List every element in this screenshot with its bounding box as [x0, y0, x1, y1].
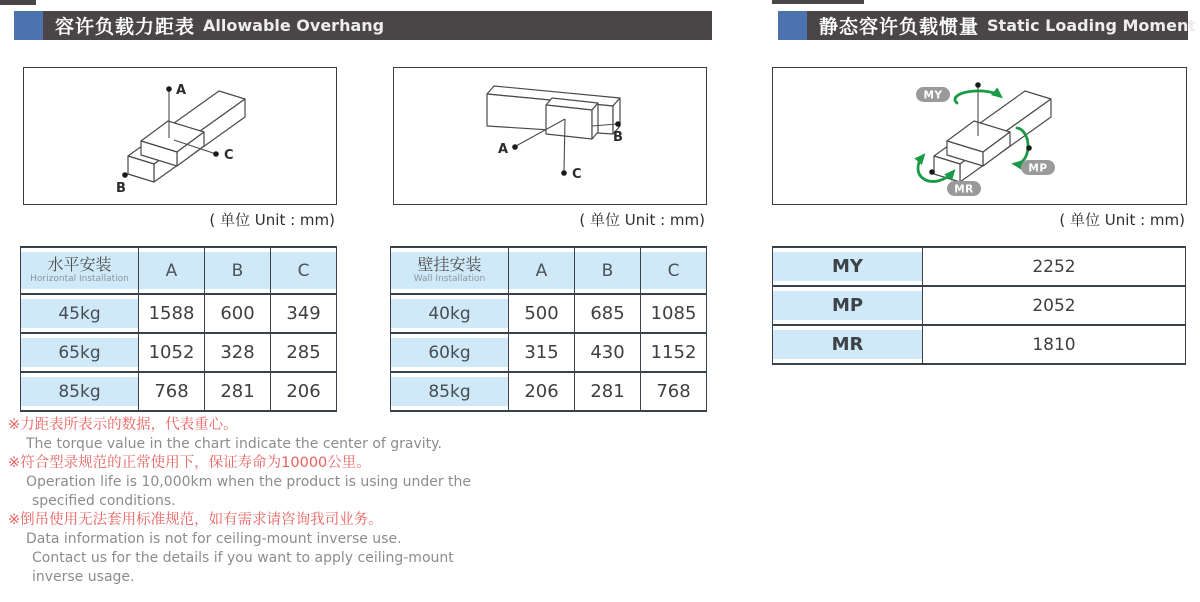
note-zh: ※倒吊使用无法套用标准规范，如有需求请咨询我司业务。: [8, 512, 383, 528]
column-header: C: [271, 247, 337, 294]
value-cell: 1052: [139, 333, 205, 372]
value-cell: 500: [509, 294, 575, 333]
point-b-dot: [122, 172, 128, 178]
table-row: [391, 333, 707, 372]
value-cell: 349: [271, 294, 337, 333]
accent-square-icon: [778, 11, 807, 40]
moment-value-cell: 2052: [923, 286, 1186, 325]
unit-label: ( 单位 Unit : mm): [579, 211, 705, 229]
table-row: [391, 372, 707, 411]
section-header-allowable-overhang: [14, 11, 712, 40]
wall-installation-table: [390, 246, 707, 412]
label-c: C: [224, 148, 234, 163]
mr-badge: [947, 181, 981, 196]
table-header-row: [21, 247, 337, 294]
value-cell: 430: [575, 333, 641, 372]
value-cell: 685: [575, 294, 641, 333]
load-cell: 60kg: [391, 333, 509, 372]
table-row: [773, 325, 1186, 364]
table-row: [21, 294, 337, 333]
svg-text:MR: MR: [954, 183, 974, 196]
note-en-continued: specified conditions.: [32, 493, 176, 509]
table-title-cell: [391, 247, 509, 294]
value-cell: 206: [509, 372, 575, 411]
section-header-static-loading-moment: [778, 11, 1196, 40]
load-cell: 40kg: [391, 294, 509, 333]
note-zh: ※符合型录规范的正常使用下，保证寿命为10000公里。: [8, 455, 371, 471]
label-b: B: [116, 181, 126, 196]
value-cell: 281: [575, 372, 641, 411]
value-cell: 315: [509, 333, 575, 372]
diagram-wall-installation: [393, 67, 707, 205]
table-row: [391, 294, 707, 333]
value-cell: 1085: [641, 294, 707, 333]
load-cell: 45kg: [21, 294, 139, 333]
unit-label: ( 单位 Unit : mm): [209, 211, 335, 229]
column-header: C: [641, 247, 707, 294]
column-header: B: [205, 247, 271, 294]
label-b: B: [613, 130, 623, 145]
table-row: [773, 286, 1186, 325]
diagram-static-loading-moment: [772, 67, 1187, 205]
note-en: Data information is not for ceiling-mount inverse use.: [26, 531, 402, 547]
value-cell: 768: [139, 372, 205, 411]
load-cell: 85kg: [21, 372, 139, 411]
note-en-continued: inverse usage.: [32, 569, 135, 585]
load-cell: 65kg: [21, 333, 139, 372]
point-b-dot: [615, 121, 621, 127]
table-row: [21, 372, 337, 411]
beam-side-drawing: [394, 68, 706, 204]
moment-value-cell: 2252: [923, 247, 1186, 286]
column-header: A: [509, 247, 575, 294]
label-c: C: [572, 167, 582, 182]
mp-badge: [1021, 160, 1055, 175]
note-en: Operation life is 10,000km when the product is using under the: [26, 474, 472, 490]
point-a-dot: [166, 86, 172, 92]
value-cell: 281: [205, 372, 271, 411]
column-header: A: [139, 247, 205, 294]
value-cell: 285: [271, 333, 337, 372]
value-cell: 328: [205, 333, 271, 372]
value-cell: 768: [641, 372, 707, 411]
label-a: A: [176, 83, 187, 98]
unit-label: ( 单位 Unit : mm): [1059, 211, 1185, 229]
section-title-en: Allowable Overhang: [203, 16, 385, 35]
value-cell: 1152: [641, 333, 707, 372]
point-c-dot: [561, 170, 567, 176]
table-title-en: Horizontal Installation: [30, 274, 129, 284]
table-title-cell: [21, 247, 139, 294]
moment-label-cell: MR: [773, 325, 923, 364]
section-title-en: Static Loading Moment: [987, 16, 1196, 35]
value-cell: 206: [271, 372, 337, 411]
beam-isometric-drawing: [24, 68, 336, 204]
static-moment-table: [772, 246, 1186, 365]
table-title-en: Wall Installation: [413, 274, 486, 284]
moment-label-cell: MP: [773, 286, 923, 325]
horizontal-installation-table: [20, 246, 337, 412]
page-edge-mark-left: [0, 0, 36, 5]
label-a: A: [498, 142, 509, 157]
note-en-continued: Contact us for the details if you want to apply ceiling-mount: [32, 550, 454, 566]
beam-moment-drawing: [773, 68, 1186, 204]
table-row: [773, 247, 1186, 286]
accent-square-icon: [14, 11, 43, 40]
table-title-zh: 壁挂安装: [417, 255, 482, 274]
moment-value-cell: 1810: [923, 325, 1186, 364]
mr-axis-dot: [929, 169, 935, 175]
point-c-dot: [213, 151, 219, 157]
table-header-row: [391, 247, 707, 294]
value-cell: 600: [205, 294, 271, 333]
note-zh: ※力距表所表示的数据，代表重心。: [8, 417, 238, 433]
table-title-zh: 水平安装: [47, 255, 112, 274]
note-en: The torque value in the chart indicate the center of gravity.: [26, 436, 442, 452]
my-axis-dot: [975, 82, 981, 88]
footnotes: [8, 416, 488, 587]
point-a-dot: [512, 144, 518, 150]
column-header: B: [575, 247, 641, 294]
svg-text:MP: MP: [1028, 162, 1048, 175]
mp-axis-dot: [1026, 145, 1032, 151]
section-title-zh: 容许负载力距表: [55, 16, 196, 38]
moment-label-cell: MY: [773, 247, 923, 286]
page-edge-mark-right: [772, 0, 864, 4]
load-cell: 85kg: [391, 372, 509, 411]
table-row: [21, 333, 337, 372]
svg-text:MY: MY: [923, 89, 943, 102]
value-cell: 1588: [139, 294, 205, 333]
my-badge: [916, 87, 950, 102]
diagram-horizontal-installation: [23, 67, 337, 205]
section-title-zh: 静态容许负载惯量: [819, 16, 980, 38]
slider-block: [546, 98, 598, 139]
